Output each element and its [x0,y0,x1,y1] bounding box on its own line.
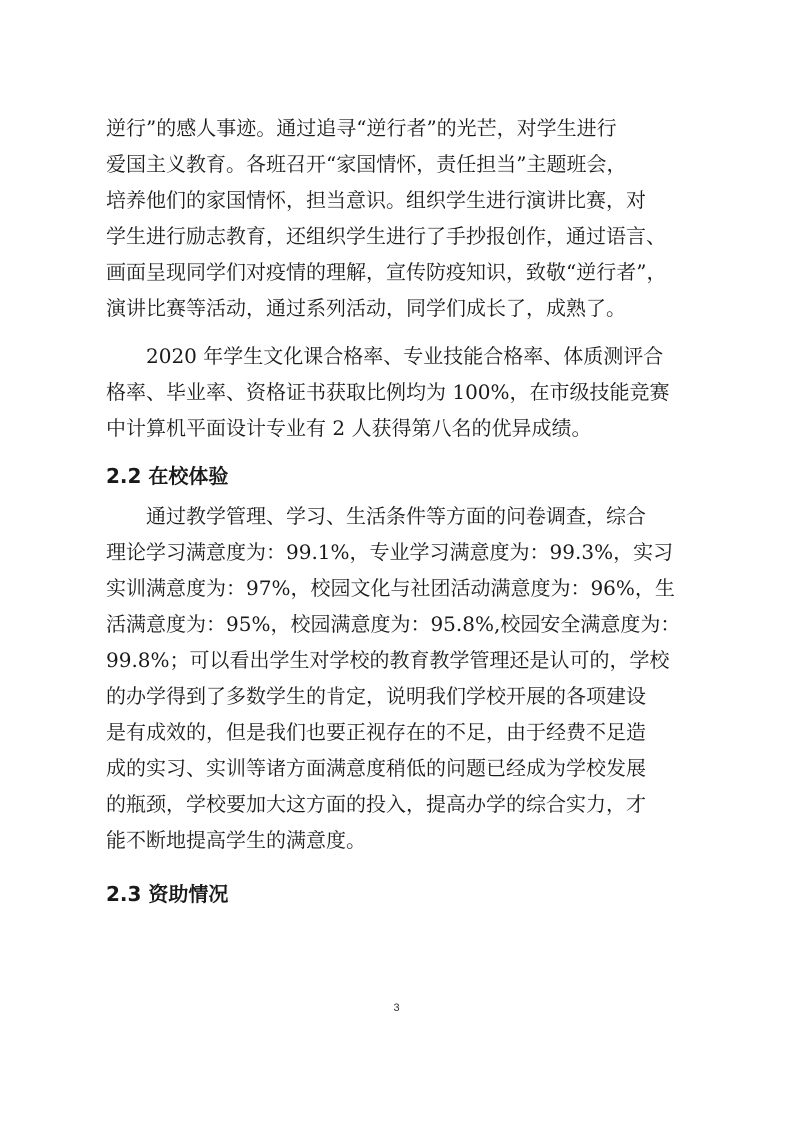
paragraph-1-line: 学生进行励志教育，还组织学生进行了手抄报创作，通过语言、 [106,224,666,248]
paragraph-3-line: 能不断地提高学生的满意度。 [106,828,366,852]
paragraph-1-line: 演讲比赛等活动，通过系列活动，同学们成长了，成熟了。 [106,296,626,320]
paragraph-1-line: 逆行”的感人事迹。通过追寻“逆行者”的光芒，对学生进行 [106,116,617,140]
paragraph-3-line: 理论学习满意度为：99.1%，专业学习满意度为：99.3%，实习 [106,540,674,564]
page-content [106,110,690,916]
page-number: 3 [393,1002,400,1014]
paragraph-3-line: 活满意度为：95%，校园满意度为：95.8%,校园安全满意度为： [106,612,681,636]
section-heading-2-2: 2.2 在校体验 [106,464,229,488]
paragraph-3-line: 成的实习、实训等诸方面满意度稍低的问题已经成为学校发展 [106,756,646,780]
paragraph-1-line: 爱国主义教育。各班召开“家国情怀，责任担当”主题班会， [106,152,627,176]
paragraph-1 [106,110,690,326]
paragraph-3-line: 的办学得到了多数学生的肯定，说明我们学校开展的各项建设 [106,684,646,708]
paragraph-1-line: 画面呈现同学们对疫情的理解，宣传防疫知识，致敬“逆行者”， [106,260,667,284]
paragraph-2-line: 中计算机平面设计专业有 2 人获得第八名的优异成绩。 [106,416,592,440]
paragraph-3-line: 通过教学管理、学习、生活条件等方面的问卷调查，综合 [146,504,646,528]
paragraph-2-line: 2020 年学生文化课合格率、专业技能合格率、体质测评合 [146,344,664,368]
paragraph-2-line: 格率、毕业率、资格证书获取比例均为 100%，在市级技能竞赛 [106,380,670,404]
paragraph-3-line: 的瓶颈，学校要加大这方面的投入，提高办学的综合实力，才 [106,792,646,816]
paragraph-3-line: 实训满意度为：97%，校园文化与社团活动满意度为：96%，生 [106,576,675,600]
paragraph-2 [106,338,690,446]
paragraph-3 [106,498,690,858]
paragraph-1-line: 培养他们的家国情怀，担当意识。组织学生进行演讲比赛，对 [106,188,646,212]
section-heading-2-3: 2.3 资助情况 [106,882,229,906]
paragraph-3-line: 99.8%；可以看出学生对学校的教育教学管理还是认可的，学校 [106,648,670,672]
paragraph-3-line: 是有成效的，但是我们也要正视存在的不足，由于经费不足造 [106,720,646,744]
